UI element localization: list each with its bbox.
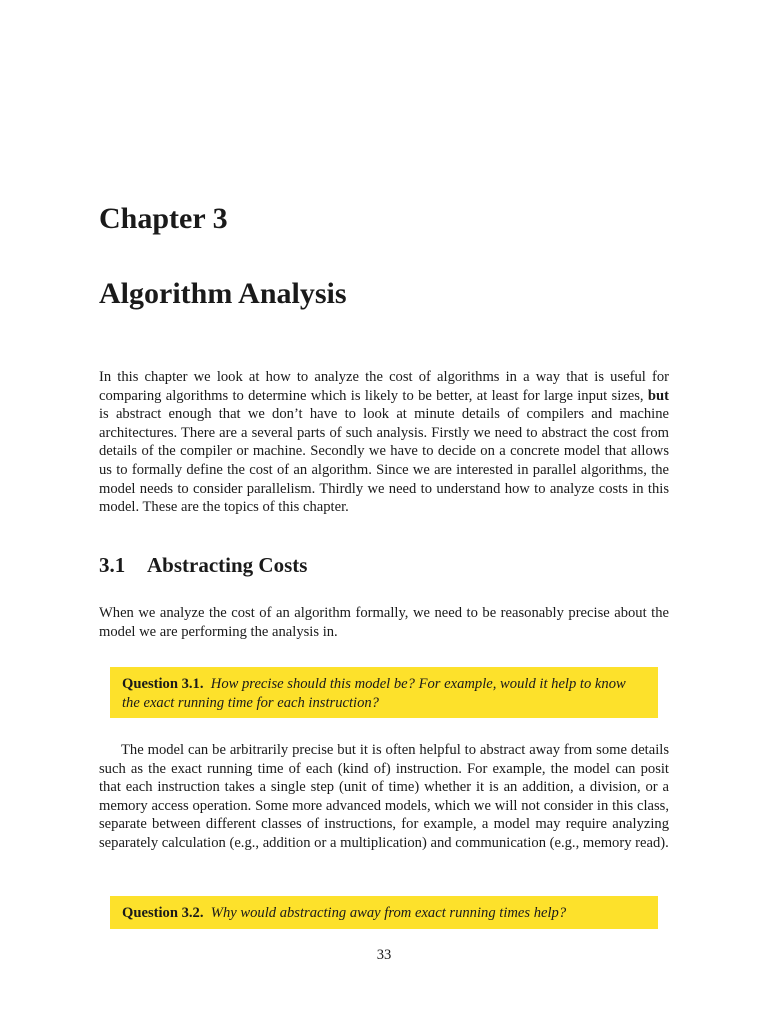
intro-bold-word: but	[647, 387, 669, 404]
intro-text-end: is abstract enough that we don’t have to look at minute details of compilers and machine architectures. There are a several parts of such analysis. Firstly we need to abstract the cost from details of the compiler or machine. Secondly we have to decide on a concrete model that allows us to formally define the cost of an algorithm. Since we are interested in parallel algorithms, the model needs to consider parallelism. Thirdly we need to understand how to analyze costs in this model. These are the topics of this chapter.	[99, 406, 669, 516]
section-number: 3.1	[99, 553, 126, 577]
section-paragraph-1: When we analyze the cost of an algorithm formally, we need to be reasonably precise about the model we are performing the analysis in.	[99, 605, 669, 640]
question-box-3-1	[110, 667, 658, 718]
question-label: Question 3.1.	[122, 676, 204, 692]
section-title: Abstracting Costs	[147, 553, 308, 577]
intro-paragraph	[99, 368, 669, 517]
question-label: Question 3.2.	[122, 905, 204, 921]
page-number: 33	[376, 947, 392, 963]
chapter-label: Chapter 3	[99, 202, 228, 235]
section-heading	[99, 551, 307, 579]
question-box-3-2	[110, 896, 658, 929]
section-paragraph-2: The model can be arbitrarily precise but it is often helpful to abstract away from some details such as the exact running time of each (kind of) instruction. For example, the model can posit that each instruction takes a single step (unit of time) whether it is an addition, a division, or a memory access operation. Some more advanced models, which we will not consider in this class, separate between different classes of instructions, for example, a model may require analyzing separately calculation (e.g., addition or a multiplication) and communication (e.g., memory read).	[99, 742, 669, 851]
question-text: How precise should this model be? For example, would it help to know the exact running time for each instruction?	[122, 676, 626, 711]
question-text: Why would abstracting away from exact running times help?	[210, 905, 567, 921]
intro-text-start: In this chapter we look at how to analyze the cost of algorithms in a way that is useful for comparing algorithms to determine which is likely to be better, at least for large input sizes,	[99, 369, 669, 404]
chapter-title: Algorithm Analysis	[99, 277, 347, 310]
